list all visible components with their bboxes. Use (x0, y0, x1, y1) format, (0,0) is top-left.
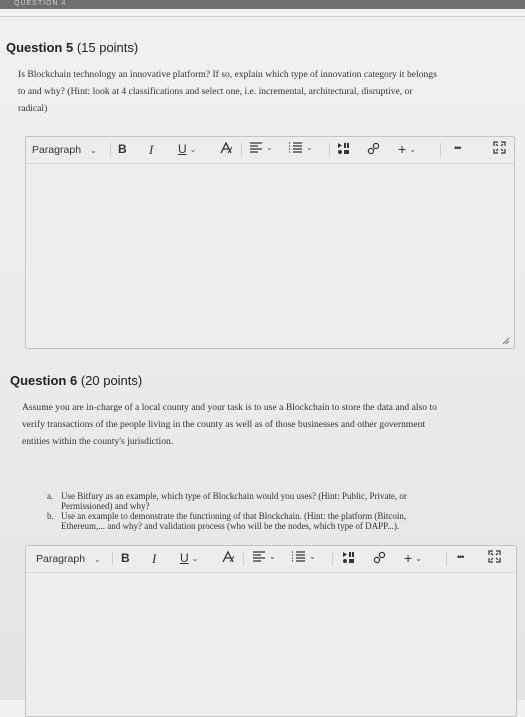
toolbar-separator (241, 143, 242, 157)
list-item-line: Use Bitfury as an example, which type of Blockchain would you uses? (Hint: Public, Private, or (61, 491, 407, 501)
question-5-line-1: Is Blockchain technology an innovative platform? If so, explain which type of innovation category it belongs (18, 69, 437, 80)
link-button[interactable] (373, 551, 386, 564)
insert-button[interactable] (398, 141, 416, 157)
plus-icon: + (398, 141, 407, 157)
align-button[interactable] (252, 550, 276, 562)
divider (0, 16, 525, 17)
fullscreen-button[interactable] (488, 550, 501, 563)
list-marker: a. (47, 491, 54, 501)
question-6-label: Question 6 (10, 373, 78, 388)
text-color-icon (219, 141, 233, 155)
question-6-title (10, 373, 142, 388)
fullscreen-icon (493, 141, 506, 154)
bold-label: B (118, 142, 127, 156)
list-button[interactable] (288, 141, 313, 153)
paragraph-label: Paragraph (32, 144, 82, 156)
list-item-line: Permissioned) and why? (61, 500, 150, 511)
media-icon (337, 142, 350, 155)
media-icon (342, 551, 355, 564)
paragraph-label: Paragraph (36, 553, 86, 565)
link-button[interactable] (367, 142, 380, 155)
chevron-down-icon: ⌄ (90, 145, 97, 155)
italic-button[interactable] (149, 142, 153, 158)
bold-button[interactable] (121, 551, 130, 565)
insert-media-button[interactable] (342, 551, 355, 564)
more-button[interactable] (454, 143, 460, 153)
question-5-text (18, 66, 518, 117)
bold-label: B (121, 551, 130, 565)
insert-media-button[interactable] (337, 142, 350, 155)
question-6-items (47, 492, 507, 532)
chevron-down-icon: ⌄ (306, 142, 313, 152)
question-5-line-3: radical) (18, 103, 48, 114)
list-marker: b. (47, 511, 54, 521)
answer-editor-q6[interactable] (25, 545, 517, 717)
chevron-down-icon: ⌄ (309, 551, 316, 561)
chevron-down-icon: ⌄ (94, 554, 101, 564)
more-icon: ••• (457, 552, 464, 562)
paragraph-select[interactable] (32, 144, 97, 156)
underline-label: U (180, 551, 189, 565)
underline-label: U (178, 142, 187, 156)
chevron-down-icon: ⌄ (189, 144, 197, 154)
underline-button[interactable] (180, 551, 198, 565)
top-bar (0, 0, 525, 9)
editor-toolbar (26, 137, 514, 163)
link-icon (373, 551, 386, 564)
bold-button[interactable] (118, 142, 127, 156)
answer-editor-q5[interactable] (25, 136, 515, 349)
chevron-down-icon: ⌄ (409, 144, 416, 154)
align-icon (252, 550, 266, 562)
question-5-label: Question 5 (6, 40, 74, 55)
question-5-points: (15 points) (76, 40, 139, 55)
question-5-line-2: to and why? (Hint: look at 4 classifications and select one, i.e. incremental, architectural, disruptive, or (18, 86, 413, 97)
text-color-icon (221, 550, 235, 564)
fullscreen-button[interactable] (493, 141, 506, 154)
toolbar-separator (329, 143, 330, 157)
question-5-title (6, 40, 138, 55)
list-item (47, 492, 507, 511)
toolbar-separator (446, 552, 447, 566)
paragraph-select[interactable] (36, 553, 101, 565)
fullscreen-icon (488, 550, 501, 563)
list-item-line: Use an example to demonstrate the functioning of that Blockchain. (Hint: the platform (Bitcoin, (61, 511, 407, 521)
chevron-down-icon: ⌄ (191, 553, 199, 563)
list-item (47, 512, 507, 531)
answer-text-area[interactable] (26, 573, 516, 716)
resize-handle-icon[interactable] (501, 336, 510, 345)
plus-icon: + (404, 550, 413, 566)
question-6-line-2: verify transactions of the people living in the county as well as of those businesses and other government (22, 419, 426, 430)
list-button[interactable] (291, 550, 316, 562)
answer-text-area[interactable] (26, 164, 514, 348)
insert-button[interactable] (404, 550, 422, 566)
chevron-down-icon: ⌄ (269, 551, 276, 561)
question-6-points: (20 points) (80, 373, 143, 388)
underline-button[interactable] (178, 142, 196, 156)
toolbar-separator (110, 143, 111, 157)
italic-label: I (152, 551, 157, 566)
italic-label: I (149, 142, 154, 157)
toolbar-separator (440, 143, 441, 157)
text-color-button[interactable] (219, 141, 233, 155)
toolbar-separator (112, 552, 113, 566)
question-6-line-3: entities within the county's jurisdiction. (22, 436, 174, 447)
editor-toolbar (26, 546, 516, 572)
list-item-line: Ethereum,... and why? and validation process (who will be the nodes, which type of DAPP...). (61, 520, 400, 531)
link-icon (367, 142, 380, 155)
question-6-line-1: Assume you are in-charge of a local county and your task is to use a Blockchain to store the data and also to (22, 402, 437, 413)
question-6-text (22, 399, 517, 450)
toolbar-separator (332, 552, 333, 566)
chevron-down-icon: ⌄ (266, 142, 273, 152)
chevron-down-icon: ⌄ (415, 553, 422, 563)
list-icon (288, 141, 303, 153)
italic-button[interactable] (152, 551, 156, 567)
more-button[interactable] (457, 552, 463, 562)
text-color-button[interactable] (221, 550, 235, 564)
list-icon (291, 550, 306, 562)
align-button[interactable] (249, 141, 273, 153)
toolbar-separator (243, 552, 244, 566)
top-bar-text: QUESTION 4 (14, 0, 67, 7)
align-icon (249, 141, 263, 153)
more-icon: ••• (454, 143, 461, 153)
